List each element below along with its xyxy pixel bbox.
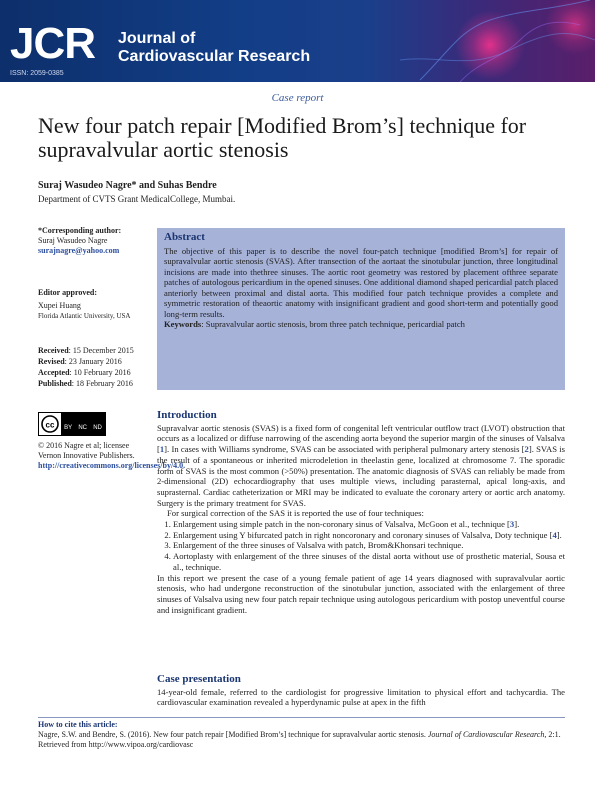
cc-by-icon: BY [64,425,73,431]
article-type: Case report [271,92,324,104]
text-run: ]. [514,519,520,530]
citation-link[interactable]: 4 [552,529,557,540]
date-label: Published [38,379,72,388]
cite-label: How to cite this article: [38,720,118,729]
date-label: Accepted [38,368,70,377]
date-accepted [38,367,150,378]
intro-paragraph-1 [157,423,565,509]
keywords [164,319,558,330]
cite-text [38,730,565,750]
license-text: © 2016 Nagre et al; licensee Vernon Innovative Publishers. [38,441,135,460]
date-value: : 15 December 2015 [68,346,134,355]
text-run: Enlargement of the three sinuses of Valsalva with patch, Brom&Khonsari technique. [173,540,464,551]
citation-link[interactable]: 1 [159,444,165,455]
text-run: Aortoplasty with enlargement of the three sinuses of the distal aorta without use of prosthetic material, Sousa et al., technique. [173,551,565,572]
journal-name-line2: Cardiovascular Research [118,48,311,65]
corr-label: *Corresponding author: [38,226,122,235]
date-label: Revised [38,357,65,366]
license-link[interactable]: http://creativecommons.org/licenses/by/4.0. [38,461,186,470]
citation-footer [38,717,565,750]
text-run: ]. In cases with Williams syndrome, SVAS can be associated with peripheral pulmonary artery stenosis [ [164,444,525,455]
cc-terms [61,413,105,435]
editor-label: Editor approved: [38,288,98,297]
case-section [157,674,565,708]
list-item [173,530,565,541]
technique-list [157,519,565,573]
intro-paragraph-2: For surgical correction of the SAS it is reported the use of four techniques: [167,508,424,519]
text-run: Supravalvar aortic stenosis (SVAS) is a fixed form of congenital left ventricular outflow tract (LVOT) obstruction that occurs as a localized or diffuse narrowing of the ascending aorta beyond the superior margin of the sinuses of Valsalva [ [157,422,565,455]
authors: Suraj Wasudeo Nagre* and Suhas Bendre [38,180,217,191]
abstract-heading: Abstract [164,231,205,243]
keywords-label: Keywords [164,319,202,329]
editor-affil: Florida Atlantic University, USA [38,312,131,320]
introduction-section [157,410,565,615]
cc-nc-icon: NC [78,425,87,431]
corr-email-link[interactable]: surajnagre@yahoo.com [38,246,120,255]
cc-nd-icon: ND [93,425,102,431]
intro-heading: Introduction [157,409,217,421]
corr-name: Suraj Wasudeo Nagre [38,236,108,245]
abstract-box [157,228,565,390]
list-item [173,551,565,572]
article-title: New four patch repair [Modified Brom’s] technique for supravalvular aortic stenosis [38,113,527,162]
list-item [173,519,565,530]
text-run: ]. SVAS is the result of a spontaneous or inherited microdeletion in theelastin gene, localized at chromosome 7. The sporadic form of SVAS is the most common (>50%) presentation. The anatomic diagnosis of SVAS can reliably be made from 2-dimensional (2D) echocardiography that uses multiple views, including parasternal, apical long-axis, and suprasternal. Cardiac catheterization or MRI may be indicated to evaluate the coronary artery or aortic arch anatomy. Surgery is the primary treatment for SVAS. [157,444,565,508]
text-run: , 2:1. Retrieved from http://www.vipoa.org/cardiovasc [38,730,561,749]
journal-name-line1: Journal of [118,30,196,47]
journal-logo: JCR [10,19,96,68]
editor-name: Xupei Huang [38,301,81,310]
citation-link[interactable]: 2 [524,444,529,455]
cite-journal: Journal of Cardiovascular Research [427,730,545,739]
issn: ISSN: 2059-0385 [10,70,64,77]
date-label: Received [38,346,69,355]
text-run: Nagre, S.W. and Bendre, S. (2016). New four patch repair [Modified Brom’s] technique for supravalvular aortic stenosis. [38,730,428,739]
list-item [173,540,565,551]
journal-name [118,30,310,66]
date-value: : 18 February 2016 [71,379,133,388]
text-run: Enlargement using simple patch in the non-coronary sinus of Valsalva, McGoon et al., technique [ [173,519,510,530]
intro-paragraph-3: In this report we present the case of a young female patient of age 14 years diagnosed with supravalvular aortic stenosis, who had undergone reconstruction of the sinotubular junction, associated with the enlargement of three sinuses of Valsalva using new four patch repair technique using autologous pericardium with postop uneventful course and insignificant gradient. [157,572,565,615]
keywords-text: : Supravalvular aortic stenosis, brom three patch technique, pericardial patch [201,319,465,329]
abstract-text: The objective of this paper is to describe the novel four-patch technique [modified Brom’s] for repair of supravalvular aortic stenosis (SVAS). After transection of the aortaat the sinotubular junction, three longitudinal incisions are made into thethree sinuses. The aortic root geometry was restored by placement ofthree separate patches of autologous pericardium in the opened sinuses. One additional diamond shaped pericardial patch placed anteriorly between proximal and distal aorta. This modified four patch technique provides a complete and symmetric restoration of theaortic anatomy with insignificant gradient and good short-term and potentially good long-term results. [164,245,558,319]
case-heading: Case presentation [157,673,241,685]
svg-text:cc: cc [45,420,55,430]
citation-link[interactable]: 3 [509,519,515,530]
article-dates [38,345,150,389]
cc-license-badge[interactable] [38,412,106,436]
editor-info [38,288,150,321]
date-revised [38,356,150,367]
case-paragraph: 14-year-old female, referred to the cardiologist for progressive limitation to physical effort and tachycardia. The cardiovascular examination revealed a hyperdynamic pulse at apex in the fifth [157,686,565,708]
text-run: Enlargement using Y bifurcated patch in right noncoronary and coronary sinuses of Valsalva, Doty technique [ [173,529,553,540]
date-received [38,345,150,356]
date-value: : 10 February 2016 [69,368,131,377]
license-info [38,412,186,471]
journal-banner [0,0,595,82]
date-published [38,378,150,389]
date-value: : 23 January 2016 [64,357,122,366]
cc-icon [39,414,61,434]
corresponding-author [38,226,150,256]
text-run: ]. [556,529,562,540]
affiliation: Department of CVTS Grant MedicalCollege, Mumbai. [38,194,236,204]
vessel-graphic [400,0,595,82]
